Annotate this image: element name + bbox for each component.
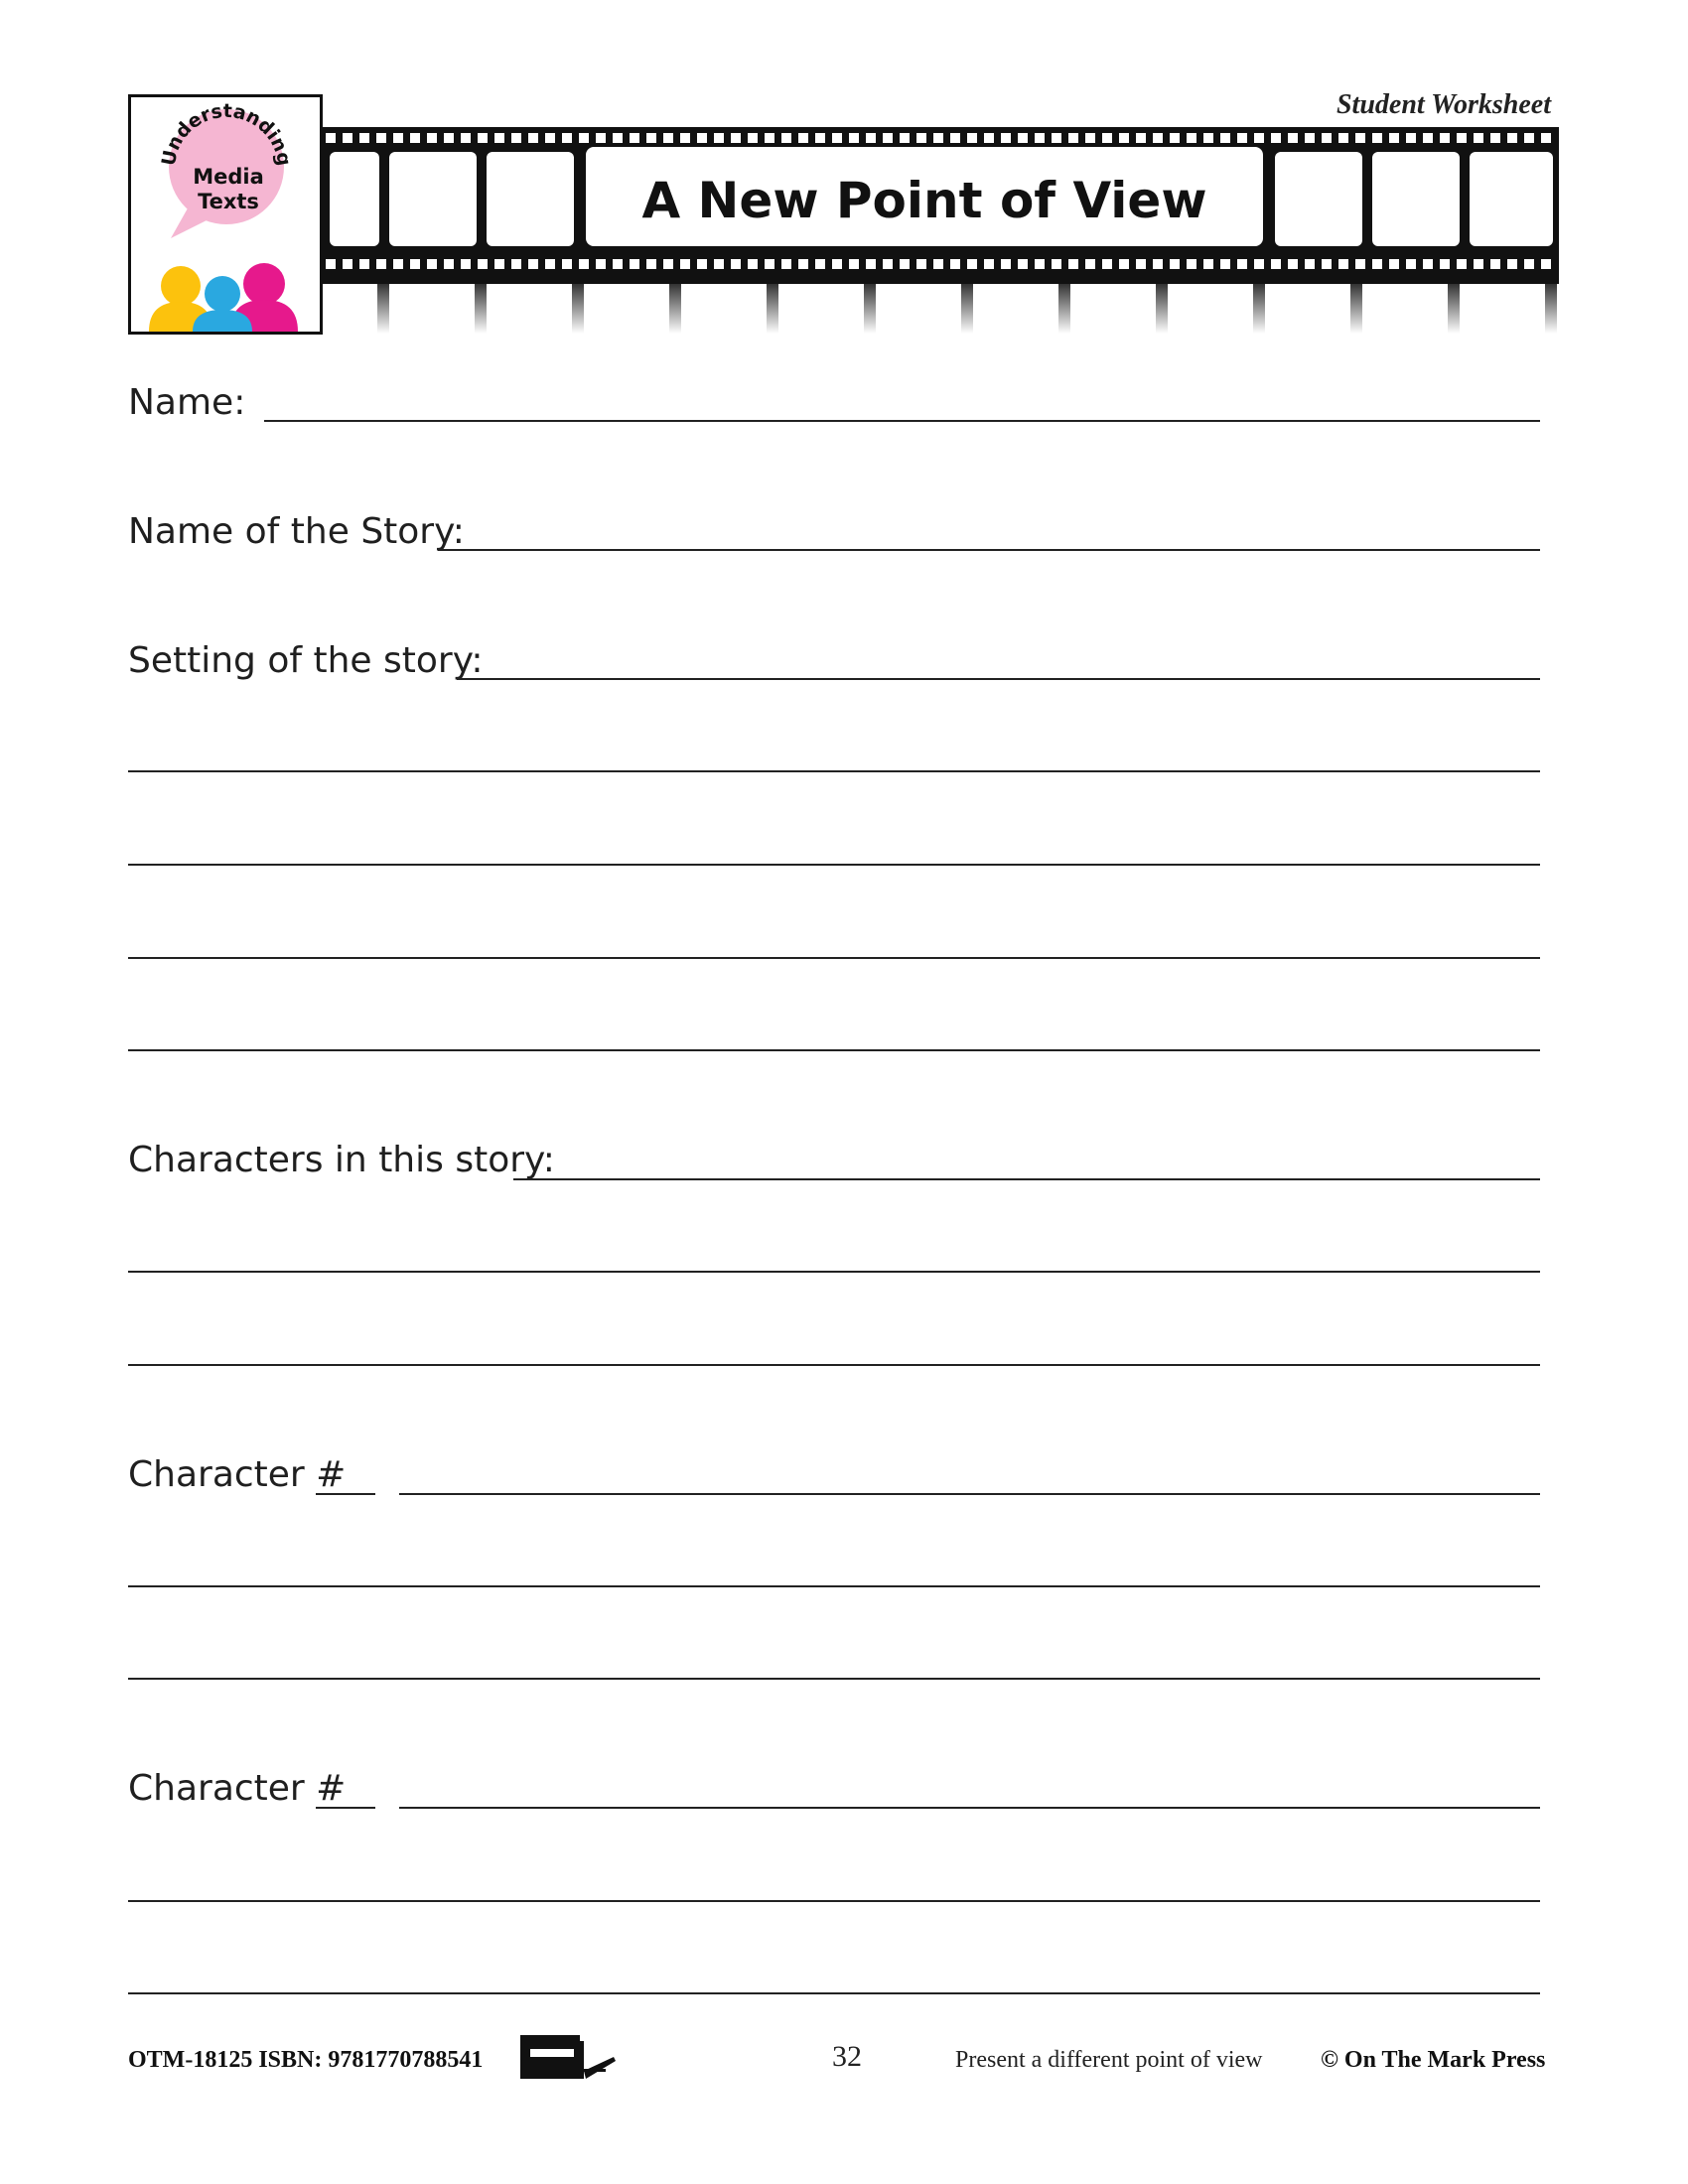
name-line[interactable] (264, 420, 1540, 422)
worksheet-label: Student Worksheet (1336, 89, 1551, 120)
character-2-line[interactable] (128, 1900, 1540, 1902)
footer-description: Present a different point of view (955, 2047, 1263, 2073)
setting-line[interactable] (128, 864, 1540, 866)
film-strip-banner (320, 127, 1559, 334)
character-2-line[interactable] (399, 1807, 1540, 1809)
logo-text-media: Media (193, 165, 264, 189)
character-1-label: Character # (128, 1454, 347, 1495)
character-1-line[interactable] (399, 1493, 1540, 1495)
photocopier-icon (518, 2031, 618, 2083)
character-2-label: Character # (128, 1768, 347, 1809)
character-2-number-blank[interactable] (316, 1807, 375, 1809)
page-number: 32 (832, 2040, 862, 2073)
character-2-line[interactable] (128, 1992, 1540, 1994)
setting-label: Setting of the story: (128, 640, 484, 681)
character-1-number-blank[interactable] (316, 1493, 375, 1495)
characters-line[interactable] (128, 1364, 1540, 1366)
series-logo (128, 94, 323, 335)
setting-line[interactable] (128, 1049, 1540, 1051)
logo-text-understanding: Understanding (157, 99, 296, 168)
name-label: Name: (128, 382, 246, 423)
setting-line[interactable] (457, 678, 1540, 680)
page-title: A New Point of View (641, 172, 1207, 229)
characters-label: Characters in this story: (128, 1140, 555, 1180)
character-1-line[interactable] (128, 1678, 1540, 1680)
character-1-line[interactable] (128, 1585, 1540, 1587)
setting-line[interactable] (128, 957, 1540, 959)
story-name-label: Name of the Story: (128, 511, 465, 552)
characters-line[interactable] (128, 1271, 1540, 1273)
people-icon (149, 263, 298, 332)
footer-copyright: © On The Mark Press (1321, 2047, 1546, 2073)
setting-line[interactable] (128, 770, 1540, 772)
logo-text-texts: Texts (198, 190, 259, 213)
story-name-line[interactable] (438, 549, 1540, 551)
footer-code-isbn: OTM-18125 ISBN: 9781770788541 (128, 2047, 484, 2073)
characters-line[interactable] (513, 1178, 1540, 1180)
